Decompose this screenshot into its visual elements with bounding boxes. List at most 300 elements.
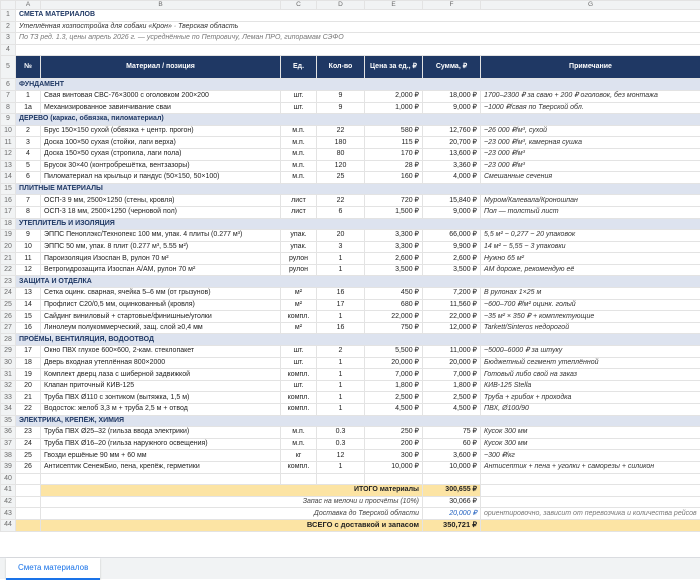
empty-cell[interactable] (16, 473, 41, 485)
cell-qty[interactable]: 1 (317, 392, 365, 404)
cell-note[interactable]: ~23 000 ₽/м³ (481, 160, 700, 172)
column-header-a[interactable]: A (16, 1, 41, 10)
cell-sum[interactable]: 9,000 ₽ (423, 206, 481, 218)
cell-sum[interactable]: 12,760 ₽ (423, 125, 481, 137)
row-number[interactable]: 40 (1, 473, 16, 485)
cell-unit[interactable]: м.п. (281, 172, 317, 184)
cell-note[interactable]: ~26 000 ₽/м³, сухой (481, 125, 700, 137)
cell-unit[interactable]: кг (281, 450, 317, 462)
cell-price[interactable]: 1,800 ₽ (365, 380, 423, 392)
cell-sum[interactable]: 3,360 ₽ (423, 160, 481, 172)
row-number[interactable]: 16 (1, 195, 16, 207)
cell-unit[interactable]: лист (281, 195, 317, 207)
cell-qty[interactable]: 1 (317, 253, 365, 265)
cell-material[interactable]: Клапан приточный КИВ-125 (41, 380, 281, 392)
column-header-e[interactable]: E (365, 1, 423, 10)
cell-price[interactable]: 3,300 ₽ (365, 241, 423, 253)
cell-sum[interactable]: 1,800 ₽ (423, 380, 481, 392)
cell-price[interactable]: 3,500 ₽ (365, 264, 423, 276)
cell-sum[interactable]: 4,000 ₽ (423, 172, 481, 184)
row-number[interactable]: 7 (1, 90, 16, 102)
cell-num[interactable]: 16 (16, 322, 41, 334)
row-number[interactable]: 38 (1, 450, 16, 462)
cell-material[interactable]: Профлист С20/0,5 мм, оцинкованный (кровля) (41, 299, 281, 311)
row-number[interactable]: 15 (1, 183, 16, 195)
cell-unit[interactable]: м.п. (281, 160, 317, 172)
cell-material[interactable]: Гвозди ершёные 90 мм + 60 мм (41, 450, 281, 462)
row-number[interactable]: 42 (1, 496, 16, 508)
cell-qty[interactable]: 25 (317, 172, 365, 184)
cell-note[interactable]: Кусок 300 мм (481, 438, 700, 450)
cell-material[interactable]: Сайдинг виниловый + стартовые/финишные/уголки (41, 311, 281, 323)
row-number[interactable]: 6 (1, 79, 16, 91)
row-number[interactable]: 26 (1, 311, 16, 323)
cell-price[interactable]: 2,600 ₽ (365, 253, 423, 265)
grand-total-sum[interactable]: 350,721 ₽ (423, 519, 481, 531)
cell-material[interactable]: Труба ПВХ Ø25–32 (гильза ввода электрики) (41, 427, 281, 439)
extra-cost-label[interactable]: Запас на мелочи и просчёты (10%) (41, 496, 423, 508)
cell-sum[interactable]: 2,600 ₽ (423, 253, 481, 265)
section-label[interactable]: ДЕРЕВО (каркас, обвязка, пиломатериал) (16, 114, 700, 126)
row-number[interactable]: 33 (1, 392, 16, 404)
cell-material[interactable]: Пиломатериал на крыльцо и пандус (50×150, 50×100) (41, 172, 281, 184)
cell-note[interactable]: ПВХ, Ø100/90 (481, 404, 700, 416)
cell-note[interactable]: 14 м² ~ 5,55 ~ 3 упаковки (481, 241, 700, 253)
row-number[interactable]: 28 (1, 334, 16, 346)
extra-cost-sum[interactable]: 30,066 ₽ (423, 496, 481, 508)
section-row (1, 218, 700, 230)
column-header-b[interactable]: B (41, 1, 281, 10)
cell-material[interactable]: Труба ПВХ Ø110 с зонтиком (вытяжка, 1,5 м) (41, 392, 281, 404)
cell-price[interactable]: 450 ₽ (365, 288, 423, 300)
cell-price[interactable]: 680 ₽ (365, 299, 423, 311)
row-number[interactable]: 5 (1, 56, 16, 79)
empty-cell[interactable] (16, 496, 41, 508)
row-number[interactable]: 4 (1, 44, 16, 56)
cell-unit[interactable]: компл. (281, 392, 317, 404)
column-header-g[interactable]: G (481, 1, 700, 10)
cell-material[interactable]: Антисептик СенежБио, пена, крепёж, герметики (41, 461, 281, 473)
empty-cell[interactable] (423, 473, 481, 485)
row-number[interactable]: 3 (1, 33, 16, 45)
sheet-tab[interactable]: Смета материалов (6, 558, 100, 580)
cell-note[interactable]: Кусок 300 мм (481, 427, 700, 439)
grand-total-label[interactable]: ВСЕГО с доставкой и запасом (41, 519, 423, 531)
cell-unit[interactable]: упак. (281, 230, 317, 242)
cell-note[interactable]: 1700–2300 ₽ за сваю + 200 ₽ оголовок, без монтажа (481, 90, 700, 102)
cell-sum[interactable]: 15,840 ₽ (423, 195, 481, 207)
row-number[interactable]: 41 (1, 485, 16, 497)
cell-qty[interactable]: 9 (317, 90, 365, 102)
cell-price[interactable]: 170 ₽ (365, 148, 423, 160)
cell-material[interactable]: Труба ПВХ Ø16–20 (гильза наружного освещения) (41, 438, 281, 450)
cell-price[interactable]: 115 ₽ (365, 137, 423, 149)
cell-note[interactable]: Нужно 65 м² (481, 253, 700, 265)
row-number[interactable]: 2 (1, 21, 16, 33)
row-number[interactable]: 36 (1, 427, 16, 439)
extra-cost-label[interactable]: Доставка до Тверской области (41, 508, 423, 520)
cell-price[interactable]: 720 ₽ (365, 195, 423, 207)
cell-material[interactable]: ЭППС Пеноплэкс/Технопекс 100 мм, упак. 4 плиты (0.277 м³) (41, 230, 281, 242)
row-number[interactable]: 44 (1, 519, 16, 531)
cell-material[interactable]: Линолеум полукоммерческий, защ. слой ≥0,4 мм (41, 322, 281, 334)
extra-cost-note[interactable]: ориентировочно, зависит от перевозчика и количества рейсов (481, 508, 700, 520)
cell-unit[interactable]: м² (281, 288, 317, 300)
table-row (1, 195, 700, 207)
cell-note[interactable]: ~300 ₽/кг (481, 450, 700, 462)
header-qty[interactable]: Кол-во (317, 56, 365, 79)
cell-note[interactable]: Готовый либо свой на заказ (481, 369, 700, 381)
cell-unit[interactable]: м.п. (281, 148, 317, 160)
sheet-tab-bar (0, 557, 700, 579)
cell-num[interactable]: 26 (16, 461, 41, 473)
row-number[interactable]: 24 (1, 288, 16, 300)
row-number[interactable]: 39 (1, 461, 16, 473)
cell-material[interactable]: Окно ПВХ глухое 600×600, 2-кам. стеклопакет (41, 346, 281, 358)
column-header-d[interactable]: D (317, 1, 365, 10)
extra-cost-sum[interactable]: 20,000 ₽ (423, 508, 481, 520)
cell-qty[interactable]: 1 (317, 404, 365, 416)
cell-sum[interactable]: 3,500 ₽ (423, 264, 481, 276)
cell-price[interactable]: 3,300 ₽ (365, 230, 423, 242)
cell-unit[interactable]: м.п. (281, 125, 317, 137)
cell-unit[interactable]: м.п. (281, 137, 317, 149)
empty-cell[interactable] (281, 473, 317, 485)
cell-num[interactable]: 4 (16, 148, 41, 160)
cell-price[interactable]: 300 ₽ (365, 450, 423, 462)
cell-sum[interactable]: 9,900 ₽ (423, 241, 481, 253)
row-number[interactable]: 19 (1, 230, 16, 242)
row-number[interactable]: 43 (1, 508, 16, 520)
cell-qty[interactable]: 80 (317, 148, 365, 160)
cell-material[interactable]: Механизированное завинчивание сваи (41, 102, 281, 114)
cell-sum[interactable]: 9,000 ₽ (423, 102, 481, 114)
cell-num[interactable]: 15 (16, 311, 41, 323)
header-price[interactable]: Цена за ед., ₽ (365, 56, 423, 79)
cell-num[interactable]: 1а (16, 102, 41, 114)
cell-num[interactable]: 5 (16, 160, 41, 172)
cell-num[interactable]: 17 (16, 346, 41, 358)
cell-unit[interactable]: рулон (281, 253, 317, 265)
cell-price[interactable]: 250 ₽ (365, 427, 423, 439)
section-label[interactable]: ЗАЩИТА И ОТДЕЛКА (16, 276, 700, 288)
table-row (1, 357, 700, 369)
cell-sum[interactable]: 20,700 ₽ (423, 137, 481, 149)
cell-unit[interactable]: шт. (281, 346, 317, 358)
cell-sum[interactable]: 2,500 ₽ (423, 392, 481, 404)
cell-num[interactable]: 22 (16, 404, 41, 416)
row-number[interactable]: 12 (1, 148, 16, 160)
empty-cell[interactable] (16, 44, 700, 56)
empty-cell[interactable] (481, 485, 700, 497)
empty-cell[interactable] (16, 485, 41, 497)
row-number[interactable]: 29 (1, 346, 16, 358)
cell-unit[interactable]: шт. (281, 357, 317, 369)
cell-sum[interactable]: 7,000 ₽ (423, 369, 481, 381)
cell-num[interactable]: 20 (16, 380, 41, 392)
cell-num[interactable]: 10 (16, 241, 41, 253)
cell-unit[interactable]: упак. (281, 241, 317, 253)
row-number[interactable]: 1 (1, 10, 16, 22)
cell-price[interactable]: 7,000 ₽ (365, 369, 423, 381)
cell-price[interactable]: 22,000 ₽ (365, 311, 423, 323)
row-number[interactable]: 11 (1, 137, 16, 149)
row-number[interactable]: 17 (1, 206, 16, 218)
cell-num[interactable]: 6 (16, 172, 41, 184)
cell-material[interactable]: ЭППС 50 мм, упак. 8 плит (0.277 м³, 5.55 м²) (41, 241, 281, 253)
cell-qty[interactable]: 20 (317, 230, 365, 242)
cell-num[interactable]: 1 (16, 90, 41, 102)
cell-unit[interactable]: шт. (281, 90, 317, 102)
cell-unit[interactable]: шт. (281, 380, 317, 392)
cell-note[interactable]: 5,5 м² ~ 0,277 ~ 20 упаковок (481, 230, 700, 242)
table-row (1, 380, 700, 392)
cell-qty[interactable]: 12 (317, 450, 365, 462)
cell-note[interactable]: Смешанные сечения (481, 172, 700, 184)
cell-num[interactable]: 7 (16, 195, 41, 207)
sheet-title[interactable]: СМЕТА МАТЕРИАЛОВ (16, 10, 700, 22)
cell-num[interactable]: 13 (16, 288, 41, 300)
cell-material[interactable]: Брусок 30×40 (контробрешётка, вентзазоры) (41, 160, 281, 172)
cell-qty[interactable]: 1 (317, 264, 365, 276)
cell-price[interactable]: 160 ₽ (365, 172, 423, 184)
cell-num[interactable]: 23 (16, 427, 41, 439)
cell-unit[interactable]: компл. (281, 461, 317, 473)
header-sum[interactable]: Сумма, ₽ (423, 56, 481, 79)
empty-cell[interactable] (41, 473, 281, 485)
empty-cell[interactable] (16, 508, 41, 520)
cell-note[interactable]: ~23 000 ₽/м³, камерная сушка (481, 137, 700, 149)
row-number[interactable]: 27 (1, 322, 16, 334)
cell-price[interactable]: 200 ₽ (365, 438, 423, 450)
cell-material[interactable]: Пароизоляция Изоспан В, рулон 70 м² (41, 253, 281, 265)
cell-qty[interactable]: 1 (317, 311, 365, 323)
cell-note[interactable]: Антисептик + пена + уголки + саморезы + силикон (481, 461, 700, 473)
cell-material[interactable]: ОСП-3 18 мм, 2500×1250 (черновой пол) (41, 206, 281, 218)
header-num[interactable]: № (16, 56, 41, 79)
cell-note[interactable]: АМ дороже, рекомендую её (481, 264, 700, 276)
grand-total-row (1, 519, 700, 531)
cell-num[interactable]: 21 (16, 392, 41, 404)
cell-num[interactable]: 12 (16, 264, 41, 276)
header-material[interactable]: Материал / позиция (41, 56, 281, 79)
section-label[interactable]: ЭЛЕКТРИКА, КРЕПЁЖ, ХИМИЯ (16, 415, 700, 427)
table-row (1, 230, 700, 242)
extra-cost-note[interactable] (481, 496, 700, 508)
row-number[interactable]: 34 (1, 404, 16, 416)
cell-unit[interactable]: шт. (281, 102, 317, 114)
row-number[interactable]: 32 (1, 380, 16, 392)
cell-sum[interactable]: 12,000 ₽ (423, 322, 481, 334)
cell-note[interactable]: Бюджетный сегмент утеплённой (481, 357, 700, 369)
cell-note[interactable]: КИВ-125 Stella (481, 380, 700, 392)
cell-material[interactable]: Водосток: желоб 3,3 м + труба 2,5 м + отвод (41, 404, 281, 416)
cell-qty[interactable]: 17 (317, 299, 365, 311)
cell-unit[interactable]: м.п. (281, 427, 317, 439)
table-row (1, 172, 700, 184)
cell-note[interactable]: Пол — толстый лист (481, 206, 700, 218)
cell-num[interactable]: 14 (16, 299, 41, 311)
cell-sum[interactable]: 66,000 ₽ (423, 230, 481, 242)
cell-qty[interactable]: 2 (317, 346, 365, 358)
cell-price[interactable]: 1,500 ₽ (365, 206, 423, 218)
cell-unit[interactable]: рулон (281, 264, 317, 276)
cell-material[interactable]: Доска 150×50 сухая (стропила, лаги пола) (41, 148, 281, 160)
cell-price[interactable]: 5,500 ₽ (365, 346, 423, 358)
sheet-source-note[interactable]: По ТЗ ред. 1.3, цены апрель 2026 г. — усреднённые по Петровичу, Леман ПРО, гипорамам СЭФО (16, 33, 700, 45)
row-number[interactable]: 14 (1, 172, 16, 184)
cell-material[interactable]: Ветрогидрозащита Изоспан А/АМ, рулон 70 м² (41, 264, 281, 276)
row-number[interactable]: 13 (1, 160, 16, 172)
sheet-row (1, 44, 700, 56)
cell-sum[interactable]: 7,200 ₽ (423, 288, 481, 300)
cell-note[interactable]: ~35 м² × 350 ₽ + комплектующие (481, 311, 700, 323)
row-number[interactable]: 37 (1, 438, 16, 450)
cell-qty[interactable]: 0.3 (317, 427, 365, 439)
cell-qty[interactable]: 120 (317, 160, 365, 172)
cell-num[interactable]: 11 (16, 253, 41, 265)
table-header-row (1, 56, 700, 79)
row-number[interactable]: 18 (1, 218, 16, 230)
cell-sum[interactable]: 13,600 ₽ (423, 148, 481, 160)
cell-price[interactable]: 580 ₽ (365, 125, 423, 137)
cell-note[interactable]: ~5000–6000 ₽ за штуку (481, 346, 700, 358)
total-sum[interactable]: 300,655 ₽ (423, 485, 481, 497)
table-row (1, 125, 700, 137)
table-row (1, 404, 700, 416)
cell-unit[interactable]: м² (281, 322, 317, 334)
cell-material[interactable]: ОСП-3 9 мм, 2500×1250 (стены, кровля) (41, 195, 281, 207)
cell-unit[interactable]: м² (281, 299, 317, 311)
section-row (1, 334, 700, 346)
cell-qty[interactable]: 1 (317, 461, 365, 473)
cell-note[interactable]: Tarkett/Sinteros недорогой (481, 322, 700, 334)
cell-note[interactable]: ~23 000 ₽/м³ (481, 148, 700, 160)
cell-unit[interactable]: компл. (281, 404, 317, 416)
cell-note[interactable]: В рулонах 1×25 м (481, 288, 700, 300)
cell-price[interactable]: 20,000 ₽ (365, 357, 423, 369)
row-number[interactable]: 20 (1, 241, 16, 253)
sheet-subtitle[interactable]: Утеплённая хозпостройка для собаки «Крон» · Тверская область (16, 21, 700, 33)
header-notes[interactable]: Примечание (481, 56, 700, 79)
cell-qty[interactable]: 1 (317, 357, 365, 369)
cell-material[interactable]: Доска 100×50 сухая (стойки, лаги верха) (41, 137, 281, 149)
cell-price[interactable]: 750 ₽ (365, 322, 423, 334)
cell-sum[interactable]: 75 ₽ (423, 427, 481, 439)
empty-cell[interactable] (481, 473, 700, 485)
section-label[interactable]: ФУНДАМЕНТ (16, 79, 700, 91)
cell-sum[interactable]: 20,000 ₽ (423, 357, 481, 369)
cell-sum[interactable]: 22,000 ₽ (423, 311, 481, 323)
cell-qty[interactable]: 22 (317, 195, 365, 207)
cell-qty[interactable]: 180 (317, 137, 365, 149)
cell-num[interactable]: 8 (16, 206, 41, 218)
cell-sum[interactable]: 3,600 ₽ (423, 450, 481, 462)
column-header-c[interactable]: C (281, 1, 317, 10)
cell-num[interactable]: 25 (16, 450, 41, 462)
cell-qty[interactable]: 3 (317, 241, 365, 253)
empty-cell[interactable] (365, 473, 423, 485)
cell-note[interactable]: ~1000 ₽/свая по Тверской обл. (481, 102, 700, 114)
cell-sum[interactable]: 60 ₽ (423, 438, 481, 450)
cell-price[interactable]: 1,000 ₽ (365, 102, 423, 114)
cell-qty[interactable]: 0.3 (317, 438, 365, 450)
row-number[interactable]: 35 (1, 415, 16, 427)
cell-qty[interactable]: 22 (317, 125, 365, 137)
cell-qty[interactable]: 6 (317, 206, 365, 218)
cell-num[interactable]: 3 (16, 137, 41, 149)
cell-sum[interactable]: 10,000 ₽ (423, 461, 481, 473)
cell-qty[interactable]: 16 (317, 322, 365, 334)
cell-unit[interactable]: лист (281, 206, 317, 218)
cell-num[interactable]: 24 (16, 438, 41, 450)
select-all-corner[interactable] (1, 1, 16, 10)
row-number[interactable]: 25 (1, 299, 16, 311)
section-label[interactable]: УТЕПЛИТЕЛЬ И ИЗОЛЯЦИЯ (16, 218, 700, 230)
cell-sum[interactable]: 4,500 ₽ (423, 404, 481, 416)
cell-price[interactable]: 28 ₽ (365, 160, 423, 172)
cell-unit[interactable]: компл. (281, 369, 317, 381)
cell-price[interactable]: 2,000 ₽ (365, 90, 423, 102)
empty-cell[interactable] (481, 519, 700, 531)
total-label[interactable]: ИТОГО материалы (41, 485, 423, 497)
row-number[interactable]: 8 (1, 102, 16, 114)
cell-material[interactable]: Свая винтовая СВС-76×3000 с оголовком 200×200 (41, 90, 281, 102)
cell-num[interactable]: 19 (16, 369, 41, 381)
row-number[interactable]: 30 (1, 357, 16, 369)
cell-price[interactable]: 4,500 ₽ (365, 404, 423, 416)
row-number[interactable]: 10 (1, 125, 16, 137)
row-number[interactable]: 21 (1, 253, 16, 265)
section-row (1, 183, 700, 195)
cell-material[interactable]: Брус 150×150 сухой (обвязка + центр. прогон) (41, 125, 281, 137)
table-row (1, 253, 700, 265)
cell-unit[interactable]: компл. (281, 311, 317, 323)
cell-qty[interactable]: 1 (317, 369, 365, 381)
cell-note[interactable]: Муром/Калевала/Кроношпан (481, 195, 700, 207)
cell-material[interactable]: Сетка оцинк. сварная, ячейка 5–6 мм (от грызунов) (41, 288, 281, 300)
table-row (1, 102, 700, 114)
row-number[interactable]: 31 (1, 369, 16, 381)
cell-unit[interactable]: м.п. (281, 438, 317, 450)
header-unit[interactable]: Ед. (281, 56, 317, 79)
cell-num[interactable]: 9 (16, 230, 41, 242)
empty-cell[interactable] (317, 473, 365, 485)
row-number[interactable]: 22 (1, 264, 16, 276)
cell-sum[interactable]: 11,560 ₽ (423, 299, 481, 311)
cell-qty[interactable]: 1 (317, 380, 365, 392)
cell-material[interactable]: Дверь входная утеплённая 800×2000 (41, 357, 281, 369)
cell-note[interactable]: ~600–700 ₽/м² оцинк. голый (481, 299, 700, 311)
cell-sum[interactable]: 18,000 ₽ (423, 90, 481, 102)
cell-num[interactable]: 2 (16, 125, 41, 137)
cell-qty[interactable]: 9 (317, 102, 365, 114)
cell-num[interactable]: 18 (16, 357, 41, 369)
cell-sum[interactable]: 11,000 ₽ (423, 346, 481, 358)
cell-material[interactable]: Комплект дверц лаза с шиберной задвижкой (41, 369, 281, 381)
column-header-f[interactable]: F (423, 1, 481, 10)
cell-price[interactable]: 2,500 ₽ (365, 392, 423, 404)
section-label[interactable]: ПРОЁМЫ, ВЕНТИЛЯЦИЯ, ВОДООТВОД (16, 334, 700, 346)
cell-qty[interactable]: 16 (317, 288, 365, 300)
row-number[interactable]: 23 (1, 276, 16, 288)
cell-price[interactable]: 10,000 ₽ (365, 461, 423, 473)
row-number[interactable]: 9 (1, 114, 16, 126)
empty-cell[interactable] (16, 519, 41, 531)
table-row (1, 311, 700, 323)
cell-note[interactable]: Труба + грибок + проходка (481, 392, 700, 404)
section-label[interactable]: ПЛИТНЫЕ МАТЕРИАЛЫ (16, 183, 700, 195)
